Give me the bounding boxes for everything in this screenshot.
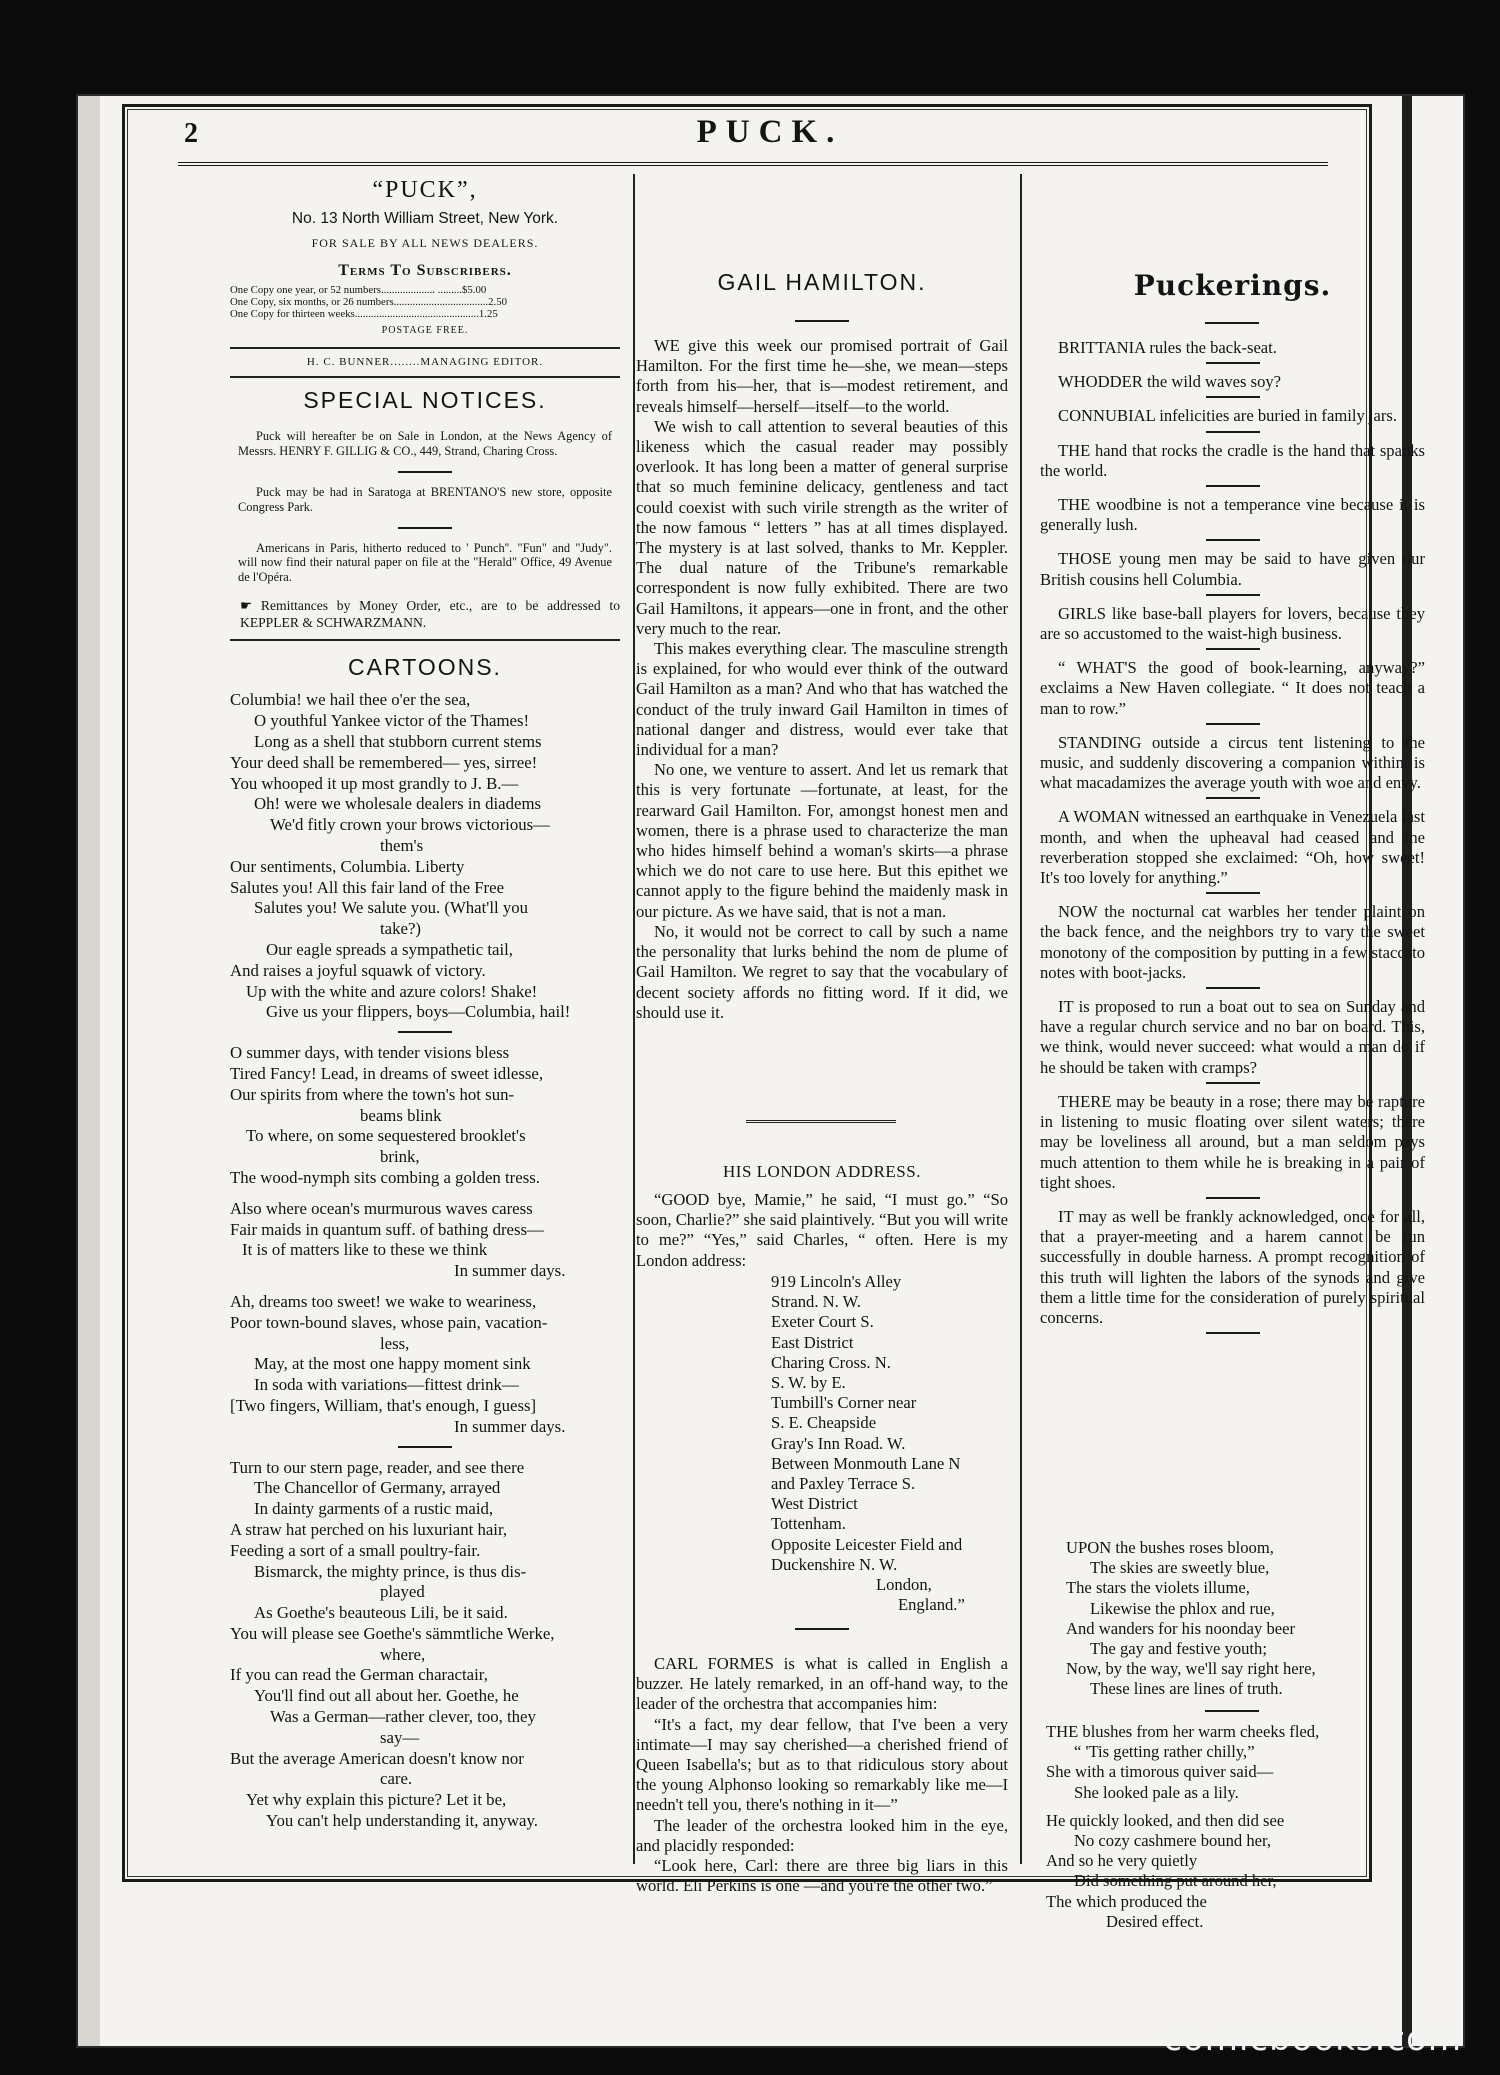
special-notices-heading: SPECIAL NOTICES. [303,387,547,414]
column-rule-1 [633,174,635,1864]
editor-line: H. C. BUNNER........MANAGING EDITOR. [306,355,544,368]
puckering-item: IT is proposed to run a boat out to sea on Sunday and have a regular church service and no bar on board. This, we think, would never succeed: what would a man do if he should be taken with cramps? [1040,997,1425,1077]
office-address: No. 13 North William Street, New York. [291,210,559,228]
terms-row: One Copy for thirteen weeks..............................................1.25 [230,308,498,321]
notice: Americans in Paris, hitherto reduced to ' Punch''. "Fun" and "Judy". will now find their natural paper on file at the "Herald" Office, 49 Avenue de l'Opéra. [238,540,612,585]
remittance-note: ☛ Remittances by Money Order, etc., are to be addressed to KEPPLER & SCHWARZMANN. [240,598,620,631]
puckerings-heading: Puckerings. [1133,269,1332,302]
puckering-item: THERE may be beauty in a rose; there may be rapture in listening to music floating over silent waters; there may be loveliness all around, but a man seldom pays much attention to them while he is breaking in a pair of tight shoes. [1040,1091,1425,1192]
roses-poem: UPON the bushes roses bloom, The skies are sweetly blue, The stars the violets illume, Likewise the phlox and rue, And wanders for his noonday beer The gay and festive youth; Now, by the way, we'll say right here, These lines are lines of truth. [1066,1538,1316,1699]
column-rule-2 [1020,174,1022,1864]
puckering-item: THE hand that rocks the cradle is the hand that spanks the world. [1040,440,1425,480]
masthead-title: PUCK. [696,114,844,150]
special-notices [230,429,620,585]
terms-table [230,284,620,320]
puckering-item: IT may as well be frankly acknowledged, once for all, that a prayer-meeting and a harem cannot be run successfully in double harness. A prompt recognition of this truth will lighten the labors of the synods and give them a little time for the consideration of purely spiritual concerns. [1040,1206,1425,1327]
cartoons-poem-bismarck: Turn to our stern page, reader, and see there The Chancellor of Germany, arrayed In dainty garments of a rustic maid, A straw hat perched on his luxuriant hair, Feeding a sort of a small poultry-fair. Bismarck, the mighty prince, is thus dis- played As Goethe's beauteous Lili, be it said. You will please see Goethe's sämmtliche Werke, where, If you can read the German charactair, You'll find out all about her. Goethe, he Was a German—rather clever, too, they say— But the average American doesn't know nor care. Yet why explain this picture? Let it be, You can't help understanding it, anyway. [230,1457,555,1831]
gail-hamilton-article: WE give this week our promised portrait of Gail Hamilton. For the first time he—she, we mean—steps forth from his—her, that is—modest retirement, and reveals himself—herself—itself—to the world. We wish to call attention to several beauties of this likeness which the casual reader may possibly overlook. It has long been a matter of general surprise that so much feminine delicacy, gentleness and tact could coexist with such virile strength as the writer of the now famous “ letters ” has at all times displayed. The mystery is at last solved, thanks to Mr. Keppler. The dual nature of the Tribune's remarkable correspondent is now fully exhibited. There are two Gail Hamiltons, it appears—one in front, and the other very much to the rear. This makes everything clear. The masculine strength is explained, for who would ever think of the outward Gail Hamilton as a man? And who that has watched the conduct of the truly inward Gail Hamilton in times of national danger and distress, would ever take that individual for a man? No one, we venture to assert. And let us remark that this is very fortunate —fortunate, at least, for the rearward Gail Hamilton. For, amongst honest men and women, there is a phrase used to characterize the man who hides himself behind a woman's skirts—a phrase which we do not care to use here. But this epithet we cannot apply to the figure behind the maidenly mask in our picture. As we have said, that is not a man. No, it would not be correct to call by such a name the personality that lurks behind the nom de plume of Gail Hamilton. We regret to say that the vocabulary of decent society affords no fitting word. If it did, we should use it. [636,336,1008,1022]
notice: Puck may be had in Saratoga at BRENTANO'S new store, opposite Congress Park. [238,485,612,514]
page-gutter [78,96,100,2046]
london-address-lines: 919 Lincoln's Alley Strand. N. W. Exeter Court S. East District Charing Cross. N. S. W. by E. Tumbill's Corner near S. E. Cheapside Gray's Inn Road. W. Between Monmouth Lane N and Paxley Terrace S. West District Tottenham. Opposite Leicester Field and Duckenshire N. W. London, England.” [771,1272,965,1615]
cartoons-poem-summer: O summer days, with tender visions bless Tired Fancy! Lead, in dreams of sweet idlesse, Our spirits from where the town's hot sun- beams blink To where, on some sequestered brooklet's brink, The wood-nymph sits combing a golden tress. Also where ocean's murmurous waves caress Fair maids in quantum suff. of bathing dress— It is of matters like to these we think In summer days. Ah, dreams too sweet! we wake to weariness, Poor town-bound slaves, whose pain, vacation- less, May, at the most one happy moment sink In soda with variations—fittest drink— [Two fingers, William, that's enough, I guess] In summer days. [230,1043,566,1436]
cartoons-poem-columbia: Columbia! we hail thee o'er the sea, O youthful Yankee victor of the Thames! Long as a shell that stubborn current stems Your deed shall be remembered— yes, sirree! You whooped it up most grandly to J. B.— Oh! were we wholesale dealers in diadems We'd fitly crown your brows victorious— them's Our sentiments, Columbia. Liberty Salutes you! All this fair land of the Free Salutes you! We salute you. (What'll you take?) Our eagle spreads a sympathetic tail, And raises a joyful squawk of victory. Up with the white and azure colors! Shake! Give us your flippers, boys—Columbia, hail! [230,690,571,1022]
postage-note: POSTAGE FREE. [381,325,469,337]
puckering-item: GIRLS like base-ball players for lovers, because they are so accustomed to the waist-high business. [1040,603,1425,644]
site-watermark: comicbooks.com [1163,2019,1462,2059]
ornament-rule [746,1120,896,1123]
blushes-poem: THE blushes from her warm cheeks fled, “ 'Tis getting rather chilly,” She with a timorous quiver said— She looked pale as a lily. He quickly looked, and then did see No cozy cashmere bound her, And so he very quietly Did something put around her, The which produced the Desired effect. [1046,1722,1320,1931]
puckering-item: “ WHAT'S the good of book-learning, anyway?” exclaims a New Haven collegiate. “ It does not teach a man to row.” [1040,658,1425,718]
puckering-item: THE woodbine is not a temperance vine because it is generally lush. [1040,495,1425,535]
puckering-item: A WOMAN witnessed an earthquake in Venezuela last month, and when the upheaval had ceased and the reverberation stopped she exclaimed: “Oh, how sweet! It's too lovely for anything.” [1040,807,1425,888]
cartoons-heading: CARTOONS. [348,654,502,681]
puckering-item: NOW the nocturnal cat warbles her tender plaint on the back fence, and the neighbors try to vary the sweet monotony of the composition by putting in a few staccato notes with boot-jacks. [1040,902,1425,982]
puckering-item: WHODDER the wild waves soy? [1058,372,1282,392]
gail-hamilton-heading: GAIL HAMILTON. [717,269,927,295]
carl-formes-article: CARL FORMES is what is called in English a buzzer. He lately remarked, in an off-hand way, to the leader of the orchestra that accompanies him: “It's a fact, my dear fellow, that I've been a very intimate—I may say cherished—a cherished friend of Queen Isabella's; but as to that ridiculous story about the young Alphonso looking so remarkably like me—I needn't tell you, there's nothing in it—” The leader of the orchestra looked him in the eye, and placidly responded: “Look here, Carl: there are three big liars in this world. Eli Perkins is one —and you're the other two.” [636,1654,1008,1896]
london-intro: “GOOD bye, Mamie,” he said, “I must go.” “So soon, Charlie?” she said plaintively. “But you will write to me?” “Yes,” said Charles, “ often. Here is my London address: [636,1190,1008,1270]
page-number: 2 [184,118,198,149]
puck-masthead: “PUCK”, [372,177,478,203]
left-column [230,177,620,1832]
london-address-heading: HIS LONDON ADDRESS. [723,1162,921,1181]
terms-heading: Terms To Subscribers. [338,261,512,279]
puckering-item: THOSE young men may be said to have given our British cousins hell Columbia. [1040,549,1425,589]
for-sale-line: FOR SALE BY ALL NEWS DEALERS. [311,236,539,251]
notice: Puck will hereafter be on Sale in London, at the News Agency of Messrs. HENRY F. GILLIG & CO., 449, Strand, Charing Cross. [238,429,612,459]
terms-row: One Copy, six months, or 26 numbers...................................2.50 [230,296,508,309]
puckerings-items [1040,338,1425,1342]
puckering-item: STANDING outside a circus tent listening to the music, and suddenly discovering a companion within, is what macadamizes the average youth with woe and envy. [1040,732,1425,793]
header-rule [178,162,1328,166]
puckering-item: BRITTANIA rules the back-seat. [1058,338,1277,357]
terms-row: One Copy one year, or 52 numbers.................... .........$5.00 [230,284,487,297]
puckering-item: CONNUBIAL infelicities are buried in family jars. [1058,406,1398,426]
